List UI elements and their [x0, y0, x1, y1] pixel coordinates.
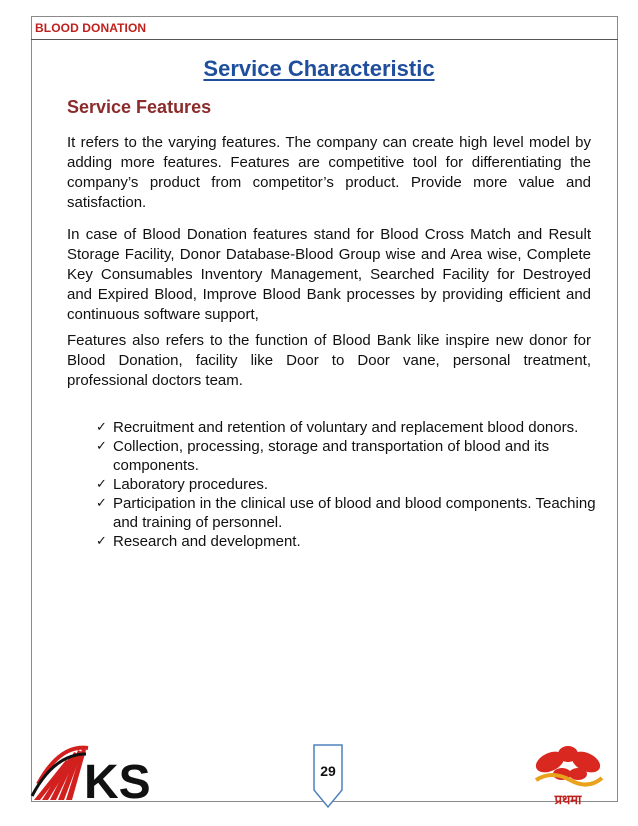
ks-logo-icon	[30, 740, 151, 809]
prathama-logo	[522, 740, 612, 815]
paragraph-1: It refers to the varying features. The company can create high level model by adding more features. Features are competitive tool for differentiating the company’s product from competitor’s product. Provide more value and satisfaction.	[67, 134, 591, 211]
section-heading: Service Features	[67, 97, 212, 117]
list-item-text: Recruitment and retention of voluntary and replacement blood donors.	[113, 419, 579, 436]
page-title	[0, 56, 638, 82]
paragraph-3: Features also refers to the function of Blood Bank like inspire new donor for Blood Donation, facility like Door to Door vane, personal treatment, professional doctors team.	[67, 332, 591, 389]
list-item-text: Collection, processing, storage and transportation of blood and its components.	[113, 438, 550, 474]
list-item	[96, 532, 596, 551]
checklist	[96, 418, 596, 551]
list-item-text: Laboratory procedures.	[113, 476, 269, 493]
list-item	[96, 494, 596, 532]
svg-text:प्रथमा: प्रथमा	[554, 793, 582, 808]
list-item-text: Research and development.	[113, 533, 301, 550]
list-item	[96, 418, 596, 437]
list-item	[96, 475, 596, 494]
header-divider	[31, 39, 618, 40]
checkmark-icon: ✓	[96, 439, 107, 454]
ks-logo	[30, 740, 151, 809]
checkmark-icon: ✓	[96, 534, 107, 549]
running-header: BLOOD DONATION	[35, 21, 147, 35]
svg-text:KS: KS	[84, 756, 151, 809]
prathama-logo-icon	[522, 740, 612, 810]
checkmark-icon: ✓	[96, 477, 107, 492]
paragraph-2: In case of Blood Donation features stand for Blood Cross Match and Result Storage Facility, Donor Database-Blood Group wise and Area wise, Complete Key Consumables Inventory Management, Searched Facility for Destroyed and Expired Blood, Improve Blood Bank processes by providing efficient and continuous software support,	[67, 226, 591, 323]
page-title-text: Service Characteristic	[203, 56, 435, 81]
list-item	[96, 437, 596, 475]
list-item-text: Participation in the clinical use of blood and blood components. Teaching and training of personnel.	[113, 495, 596, 531]
page-number: 29	[320, 763, 336, 779]
checkmark-icon: ✓	[96, 420, 107, 435]
checkmark-icon: ✓	[96, 496, 107, 511]
